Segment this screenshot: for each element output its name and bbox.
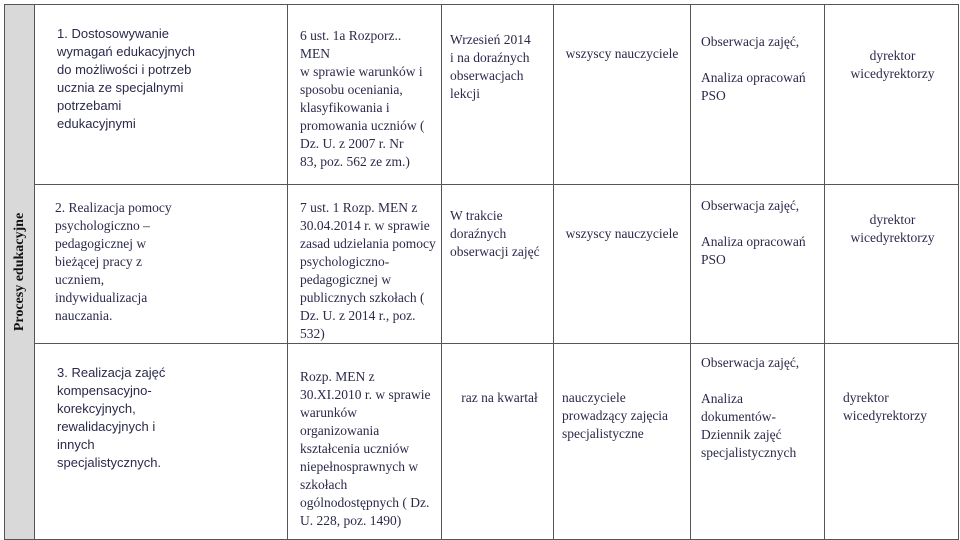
term-cell: Wrzesień 2014 i na doraźnych obserwacjach lekcji (442, 5, 554, 185)
edu-process-table (4, 4, 959, 540)
legal-basis-cell: 7 ust. 1 Rozp. MEN z 30.04.2014 r. w sprawie zasad udzielania pomocy psychologiczno- pedagogicznej w publicznych szkołach ( Dz. U. z 2014 r., poz. 532) (288, 185, 442, 344)
who-cell: nauczyciele prowadzący zajęcia specjalistyczne (554, 344, 691, 540)
legal-basis-cell: Rozp. MEN z 30.XI.2010 r. w sprawie warunków organizowania kształcenia uczniów niepełnosprawnych w szkołach ogólnodostępnych ( Dz. U. 228, poz. 1490) (288, 344, 442, 540)
responsible-cell: dyrektor wicedyrektorzy (825, 5, 959, 185)
who-cell: wszyscy nauczyciele (554, 185, 691, 344)
side-header-cell (5, 5, 35, 540)
term-cell: W trakcie doraźnych obserwacji zajęć (442, 185, 554, 344)
task-cell: 3. Realizacja zajęć kompensacyjno- korekcyjnych, rewalidacyjnych i innych specjalistycznych. (35, 344, 288, 540)
method-cell: Obserwacja zajęć, Analiza opracowań PSO (691, 5, 825, 185)
table-row (5, 185, 959, 344)
task-cell: 2. Realizacja pomocy psychologiczno – pedagogicznej w bieżącej pracy z uczniem, indywidualizacja nauczania. (35, 185, 288, 344)
method-cell: Obserwacja zajęć, Analiza opracowań PSO (691, 185, 825, 344)
responsible-cell: dyrektor wicedyrektorzy (825, 185, 959, 344)
legal-basis-cell: 6 ust. 1a Rozporz.. MEN w sprawie warunków i sposobu oceniania, klasyfikowania i promowania uczniów ( Dz. U. z 2007 r. Nr 83, poz. 562 ze zm.) (288, 5, 442, 185)
method-cell: Obserwacja zajęć, Analiza dokumentów- Dziennik zajęć specjalistycznych (691, 344, 825, 540)
who-cell: wszyscy nauczyciele (554, 5, 691, 185)
responsible-cell: dyrektor wicedyrektorzy (825, 344, 959, 540)
side-label: Procesy edukacyjne (11, 212, 27, 332)
term-cell: raz na kwartał (442, 344, 554, 540)
table-row (5, 344, 959, 540)
table-row (5, 5, 959, 185)
task-cell: 1. Dostosowywanie wymagań edukacyjnych do możliwości i potrzeb ucznia ze specjalnymi potrzebami edukacyjnymi (35, 5, 288, 185)
